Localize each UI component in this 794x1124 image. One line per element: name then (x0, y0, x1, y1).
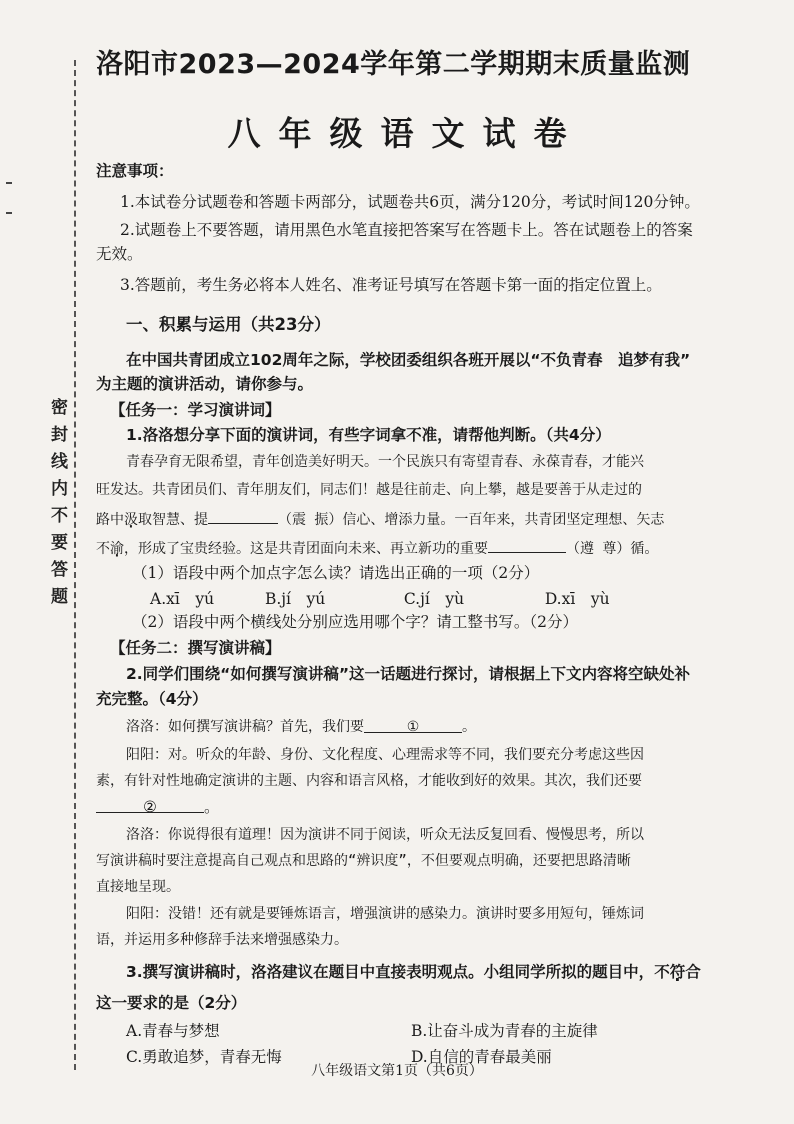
notice-item: 无效。 (96, 245, 143, 263)
option: A.青春与梦想 (126, 1022, 220, 1040)
seal-notice: 密封线内不要答题 (47, 398, 67, 614)
question-stem: 充完整。（4分） (96, 690, 208, 708)
question-stem: 3.撰写演讲稿时，洛洛建议在题目中直接表明观点。小组同学所拟的题目中，不符合 (126, 963, 701, 981)
notice-item: 1.本试卷分试题卷和答题卡两部分，试题卷共6页，满分120分，考试时间120分钟。 (120, 193, 700, 211)
option: D.自信的青春最美丽 (410, 1048, 552, 1066)
margin-mark (6, 212, 12, 214)
passage-line: 旺发达。共青团员们、青年朋友们，同志们！越是往前走、向上攀，越是要善于从走过的 (96, 482, 642, 498)
dotted-char: 渝 (110, 541, 124, 557)
notice-item: 2.试题卷上不要答题，请用黑色水笔直接把答案写在答题卡上。答在试题卷上的答案 (120, 221, 693, 239)
emphasis-text: 不符合 (654, 963, 701, 981)
paper-subtitle: 八年级语文试卷 (227, 114, 585, 153)
margin-mark (6, 182, 12, 184)
binding-line (74, 60, 76, 1070)
dialogue-line: 洛洛：如何撰写演讲稿？首先，我们要 ① 。 (126, 716, 794, 738)
question-stem: 2.同学们围绕“如何撰写演讲稿”这一话题进行探讨，请根据上下文内容将空缺处补 (126, 665, 691, 683)
dotted-char: 汲 (124, 512, 138, 528)
fill-blank (208, 507, 278, 524)
dialogue-line: 阳阳：没错！还有就是要锤炼语言，增强演讲的感染力。演讲时要多用短句，锤炼词 (126, 906, 644, 922)
fill-blank (488, 536, 566, 553)
option: C.jí yù (403, 590, 465, 608)
passage-line: 青春孕育无限希望，青年创造美好明天。一个民族只有寄望青春、永葆青春，才能兴 (126, 454, 644, 470)
exam-title: 洛阳市2023—2024学年第二学期期末质量监测 (96, 49, 691, 80)
page-footer: 八年级语文第1页（共6页） (311, 1063, 483, 1079)
option: D.xī yù (544, 590, 610, 608)
dialogue-line: 直接地呈现。 (96, 879, 180, 895)
dialogue-line: 素，有针对性地确定演讲的主题、内容和语言风格，才能收到好的效果。其次，我们还要 (96, 773, 642, 789)
option-row (126, 1020, 794, 1042)
question-stem: 1.洛洛想分享下面的演讲词，有些字词拿不准，请帮他判断。（共4分） (126, 426, 611, 444)
answer-blank-1: ① (364, 716, 462, 733)
notice-heading: 注意事项： (96, 162, 174, 180)
question-stem: 这一要求的是（2分） (96, 994, 247, 1012)
option: C.勇敢追梦，青春无悔 (126, 1048, 282, 1066)
task-label: 【任务二：撰写演讲稿】 (110, 639, 281, 657)
passage-line: 不渝，形成了宝贵经验。这是共青团面向未来、再立新功的重要 （遵 尊）循。 (96, 536, 778, 560)
dialogue-line: 语，并运用多种修辞手法来增强感染力。 (96, 932, 348, 948)
dialogue-line: 洛洛：你说得很有道理！因为演讲不同于阅读，听众无法反复回看、慢慢思考，所以 (126, 827, 644, 843)
dialogue-line: 阳阳：对。听众的年龄、身份、文化程度、心理需求等不同，我们要充分考虑这些因 (126, 747, 644, 763)
section-intro: 为主题的演讲活动，请你参与。 (96, 375, 314, 393)
option-row (150, 588, 794, 610)
notice-item: 3.答题前，考生务必将本人姓名、准考证号填写在答题卡第一面的指定位置上。 (120, 276, 662, 294)
dialogue-line: 写演讲稿时要注意提高自己观点和思路的“辨识度”，不但要观点明确，还要把思路清晰 (96, 853, 631, 869)
sub-question: （1）语段中两个加点字怎么读？请选出正确的一项（2分） (132, 564, 540, 582)
dialogue-line: ② 。 (96, 796, 778, 818)
option: A.xī yú (150, 590, 215, 608)
task-label: 【任务一：学习演讲词】 (110, 401, 281, 419)
option: B.让奋斗成为青春的主旋律 (410, 1022, 598, 1040)
section-heading: 一、积累与运用（共23分） (126, 315, 331, 334)
answer-blank-2: ② (96, 796, 204, 813)
option: B.jí yú (264, 590, 326, 608)
sub-question: （2）语段中两个横线处分别应选用哪个字？请工整书写。（2分） (132, 613, 578, 631)
passage-line: 路中汲取智慧、提 （震 振）信心、增添力量。一百年来，共青团坚定理想、矢志 (96, 507, 778, 531)
section-intro: 在中国共青团成立102周年之际，学校团委组织各班开展以“不负青春 追梦有我” (126, 351, 691, 369)
